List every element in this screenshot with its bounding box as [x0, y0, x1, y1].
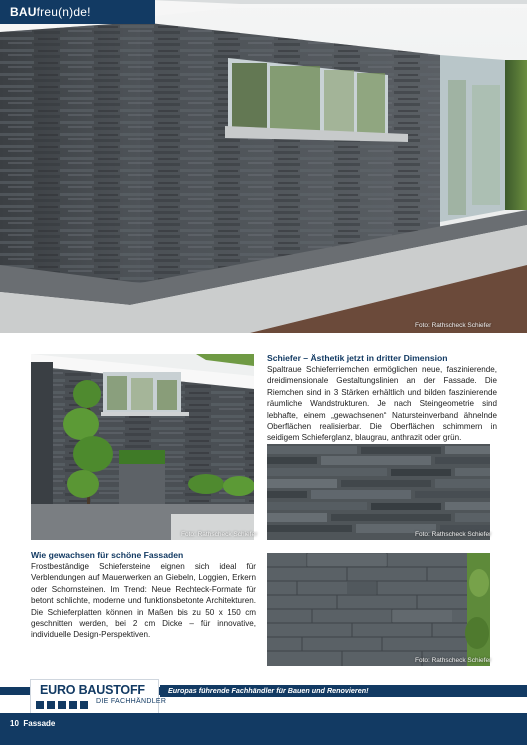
article1-heading: Schiefer – Ästhetik jetzt in dritter Dimension — [267, 353, 448, 363]
brand-bold: BAU — [10, 5, 37, 19]
slate-rect-illustration — [267, 553, 490, 666]
photo-slate-rectangular — [267, 553, 490, 666]
photo-slate-3d-caption: Foto: Rathscheck Schiefer — [415, 531, 492, 538]
hero-photo — [0, 0, 527, 333]
page-number: 10 — [10, 719, 19, 728]
brand-light: freu(n)de! — [36, 5, 91, 19]
photo-left-caption: Foto: Rathscheck Schiefer — [181, 531, 258, 538]
bottom-bar — [0, 713, 527, 745]
photo-left-illustration — [31, 354, 254, 540]
section-name: Fassade — [23, 719, 56, 728]
photo-left — [31, 354, 254, 540]
slate-3d-illustration — [267, 444, 490, 540]
logo-tagline: DIE FACHHÄNDLER — [96, 698, 167, 705]
page-footer — [10, 719, 55, 728]
hero-illustration — [0, 0, 527, 333]
article2-heading: Wie gewachsen für schöne Fassaden — [31, 550, 184, 560]
article1-body: Spaltraue Schieferriemchen ermöglichen neue, faszinierende, dreidimensionale Gestaltungslinien an der Fassade. Die Riemchen sind in 3 Stärken erhältlich und bilden faszinierende räumliche Wandstrukturen. Je nach Steingeometrie sind lebhafte, einem „gewachsenen“ Natursteinverband ähnelnde Oberflächen realisierbar. Die Oberflächen schimmern in seidigem Schieferglanz, blaugrau, anthrazit oder grün. — [267, 365, 497, 443]
logo-wordmark: EURO BAUSTOFF — [40, 683, 145, 697]
hero-caption: Foto: Rathscheck Schiefer — [415, 322, 492, 329]
article2-body: Frostbeständige Schiefersteine eignen sich ideal für Verblendungen auf Mauerwerken an Giebeln, Loggien, Erkern oder Schornsteinen. Im Trend: Neue Rechteck-Formate für betont schlichte, moderne und funktionsbetonte Architekturen. Die Schieferplatten können in Maßen bis zu 50 x 150 cm geschnitten werden, bei 2 cm Dicke – für innovative, individuelle Design-Perspektiven. — [31, 562, 256, 640]
photo-slate-3d — [267, 444, 490, 540]
magazine-brand — [10, 5, 91, 19]
photo-slate-rect-caption: Foto: Rathscheck Schiefer — [415, 657, 492, 664]
footer-slogan: Europas führende Fachhändler für Bauen und Renovieren! — [168, 686, 369, 695]
